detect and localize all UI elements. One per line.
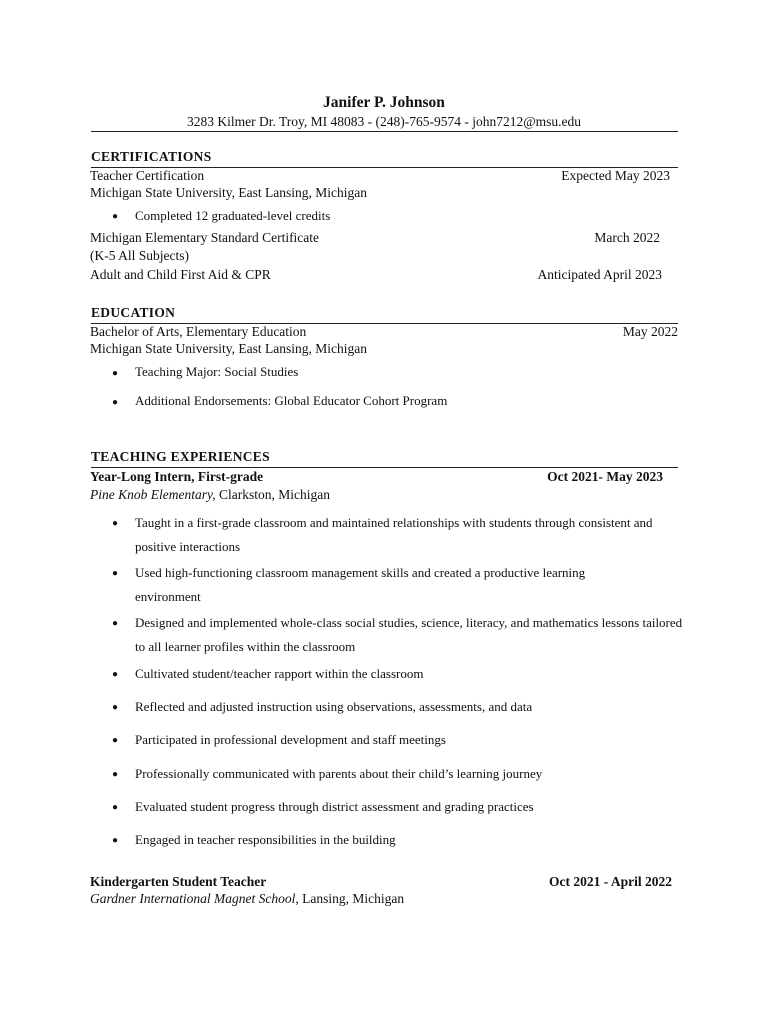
job-school-line bbox=[90, 891, 404, 907]
cert-title: Adult and Child First Aid & CPR bbox=[90, 267, 271, 282]
bullet-dot: ● bbox=[112, 618, 119, 629]
education-heading: EDUCATION bbox=[91, 305, 176, 320]
job-school: Gardner International Magnet School bbox=[90, 891, 296, 906]
cert-subtitle: (K-5 All Subjects) bbox=[90, 248, 189, 263]
cert-institution: Michigan State University, East Lansing, Michigan bbox=[90, 185, 367, 200]
education-bullet: Additional Endorsements: Global Educator Cohort Program bbox=[135, 393, 448, 408]
job-title: Kindergarten Student Teacher bbox=[90, 874, 267, 889]
job-date: Oct 2021- May 2023 bbox=[547, 469, 663, 484]
degree-school: Michigan State University, East Lansing, Michigan bbox=[90, 341, 367, 356]
job-bullet: Designed and implemented whole-class social studies, science, literacy, and mathematics lessons tailored to all learner profiles within the classroom bbox=[135, 615, 683, 654]
bullet-dot: ● bbox=[112, 735, 119, 746]
bullet-dot: ● bbox=[112, 702, 119, 713]
bullet-dot: ● bbox=[112, 835, 119, 846]
job-bullet: Cultivated student/teacher rapport within the classroom bbox=[135, 666, 424, 681]
bullet-dot: ● bbox=[112, 211, 119, 222]
job-bullet: Used high-functioning classroom management skills and created a productive learning environment bbox=[135, 565, 586, 604]
job-school-line bbox=[90, 487, 330, 503]
certifications-heading: CERTIFICATIONS bbox=[91, 149, 212, 164]
cert-title: Michigan Elementary Standard Certificate bbox=[90, 230, 320, 245]
job-location: Clarkston, Michigan bbox=[215, 487, 330, 502]
bullet-dot: ● bbox=[112, 518, 119, 529]
cert-date: Anticipated April 2023 bbox=[537, 267, 662, 282]
degree-title: Bachelor of Arts, Elementary Education bbox=[90, 324, 307, 339]
bullet-dot: ● bbox=[112, 397, 119, 408]
job-location: , Lansing, Michigan bbox=[295, 891, 405, 906]
job-title: Year-Long Intern, First-grade bbox=[90, 469, 264, 484]
bullet-dot: ● bbox=[112, 769, 119, 780]
job-bullet: Evaluated student progress through district assessment and grading practices bbox=[135, 799, 534, 814]
job-bullet: Professionally communicated with parents about their child’s learning journey bbox=[135, 766, 543, 781]
cert-date: Expected May 2023 bbox=[561, 168, 670, 183]
degree-date: May 2022 bbox=[622, 324, 678, 339]
resume-name: Janifer P. Johnson bbox=[323, 94, 445, 111]
bullet-dot: ● bbox=[112, 802, 119, 813]
job-bullet: Reflected and adjusted instruction using observations, assessments, and data bbox=[135, 699, 533, 714]
teaching-heading: TEACHING EXPERIENCES bbox=[91, 449, 270, 464]
job-school: Pine Knob Elementary, bbox=[90, 487, 216, 502]
cert-bullet: Completed 12 graduated-level credits bbox=[135, 208, 331, 223]
job-bullet: Engaged in teacher responsibilities in the building bbox=[135, 832, 396, 847]
bullet-dot: ● bbox=[112, 368, 119, 379]
job-date: Oct 2021 - April 2022 bbox=[549, 874, 672, 889]
bullet-dot: ● bbox=[112, 669, 119, 680]
header-divider bbox=[91, 131, 678, 132]
contact-line: 3283 Kilmer Dr. Troy, MI 48083 - (248)-765-9574 - john7212@msu.edu bbox=[186, 114, 582, 129]
job-bullet: Taught in a first-grade classroom and maintained relationships with students through consistent and positive interactions bbox=[135, 515, 653, 554]
bullet-dot: ● bbox=[112, 568, 119, 579]
education-bullet: Teaching Major: Social Studies bbox=[135, 364, 299, 379]
job-bullet: Participated in professional development and staff meetings bbox=[135, 732, 446, 747]
cert-title: Teacher Certification bbox=[90, 168, 205, 183]
cert-date: March 2022 bbox=[594, 230, 660, 245]
teaching-divider bbox=[91, 467, 678, 468]
